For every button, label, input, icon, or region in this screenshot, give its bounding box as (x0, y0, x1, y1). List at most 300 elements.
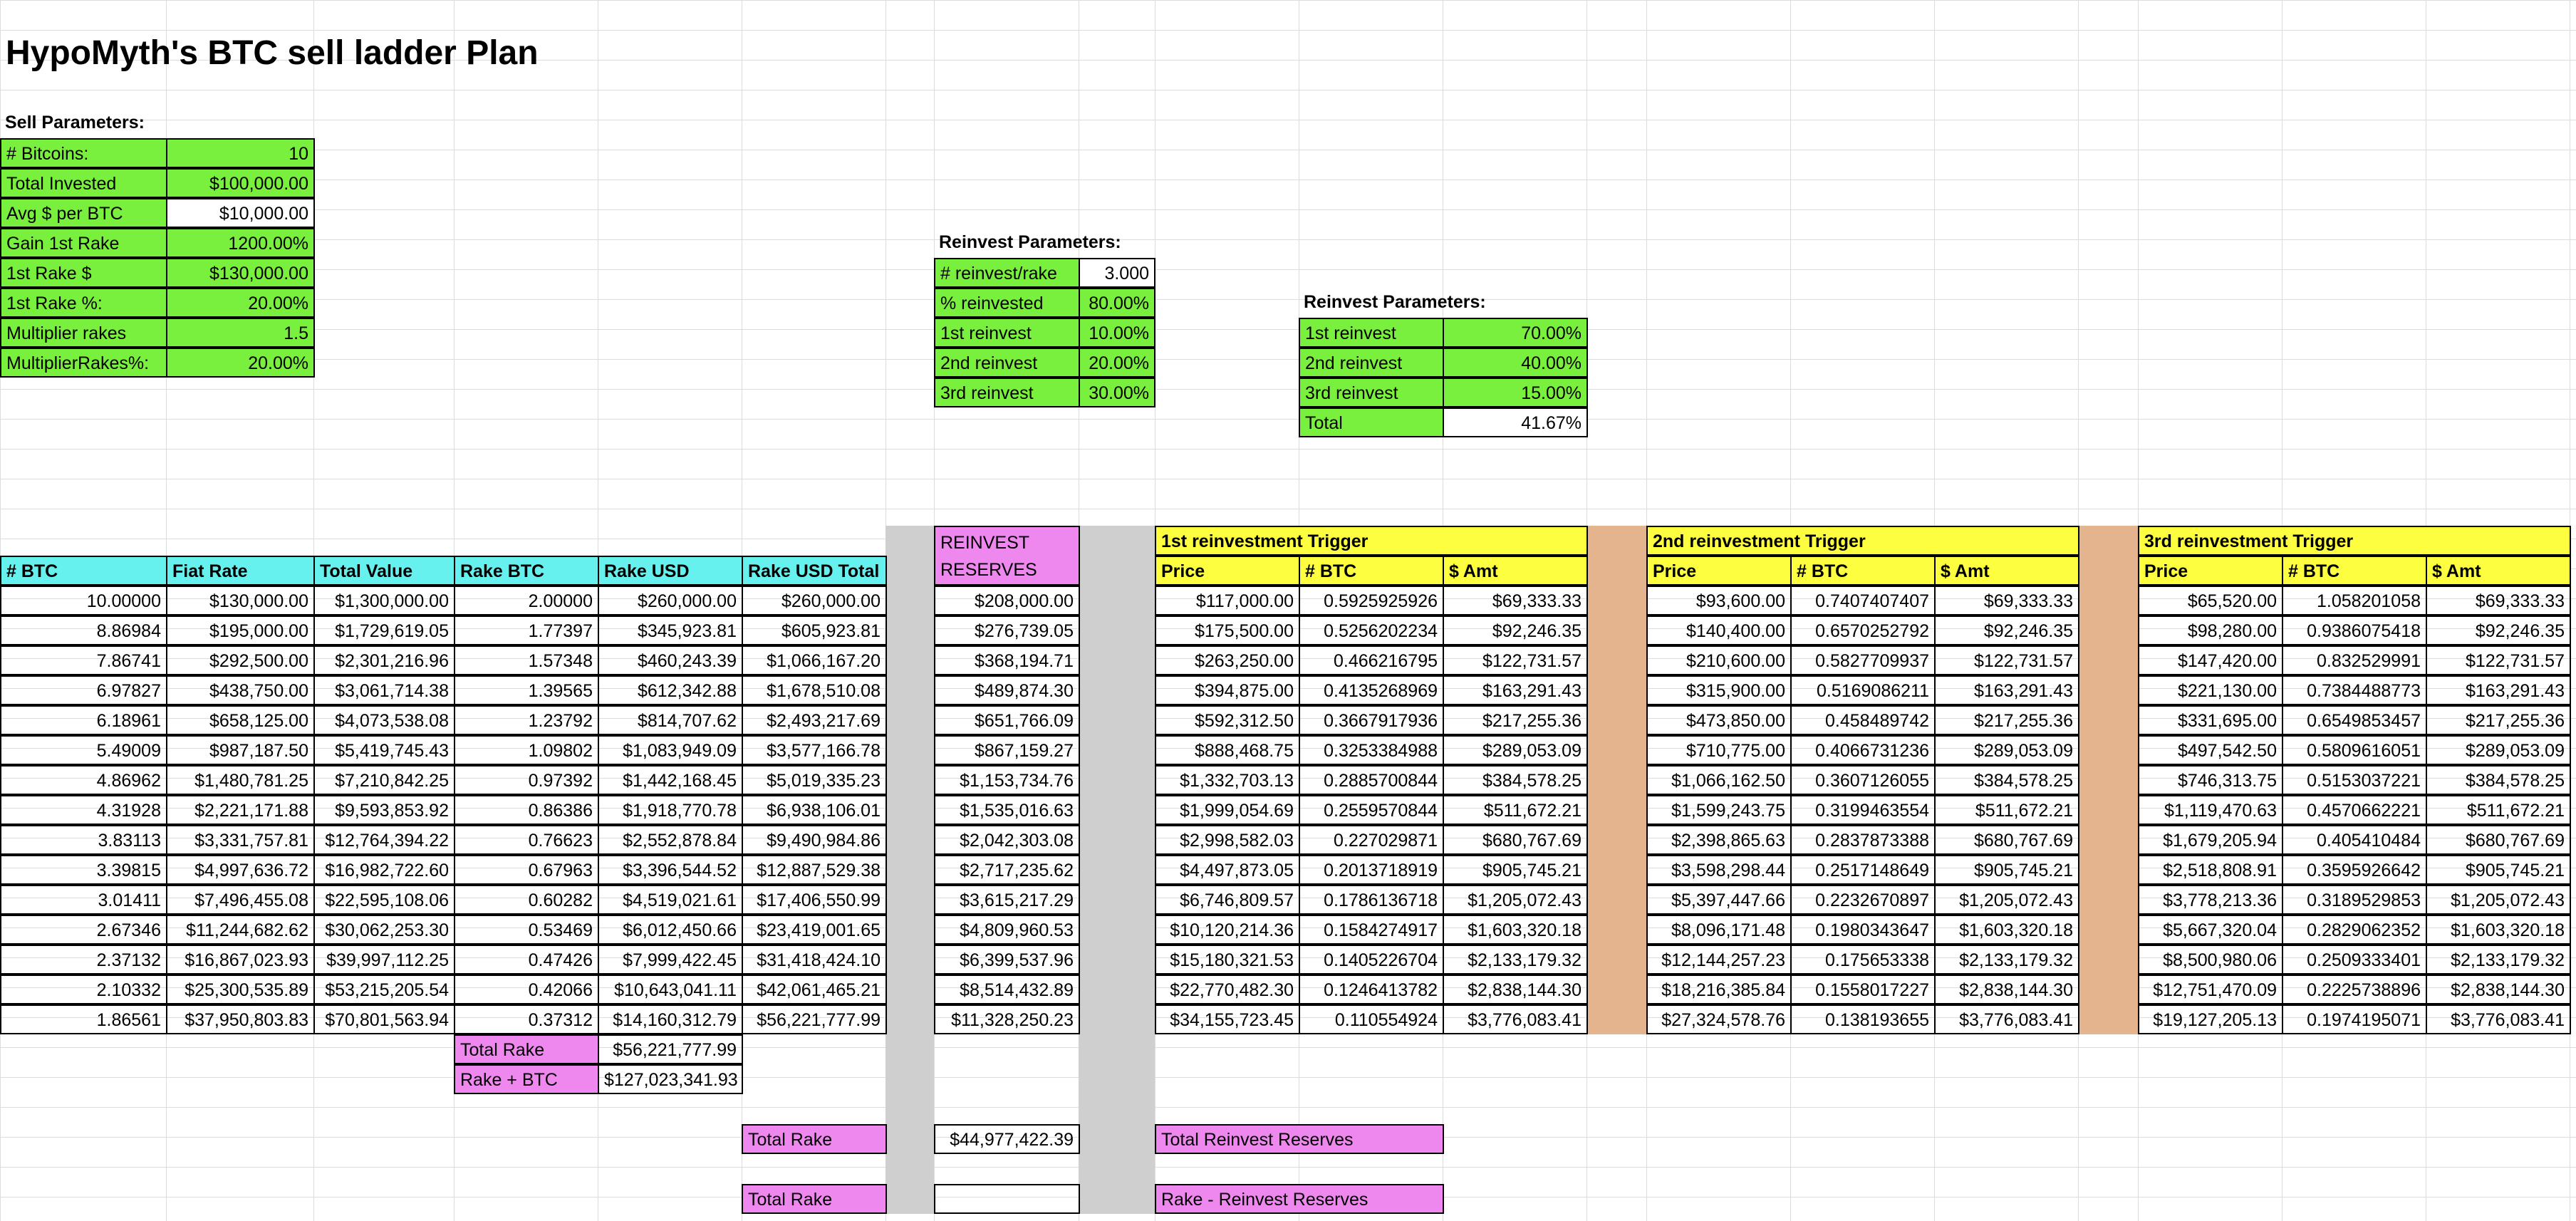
ladder-cell[interactable]: 4.86962 (0, 765, 167, 795)
trigger-first-cell[interactable]: $10,120,214.36 (1155, 915, 1300, 945)
trigger-first-cell[interactable]: 0.466216795 (1299, 645, 1444, 675)
trigger-first-cell[interactable]: 0.110554924 (1299, 1004, 1444, 1034)
trigger-third-cell[interactable]: 0.7384488773 (2282, 675, 2427, 705)
trigger-first-cell[interactable]: $4,497,873.05 (1155, 855, 1300, 885)
sell-param-label[interactable]: Avg $ per BTC (0, 198, 167, 228)
ladder-cell[interactable]: $11,244,682.62 (166, 915, 315, 945)
trigger-third-cell[interactable]: $1,119,470.63 (2138, 795, 2283, 825)
trigger-first-cell[interactable]: $163,291.43 (1443, 675, 1588, 705)
trigger-first-cell[interactable]: $117,000.00 (1155, 586, 1300, 615)
trigger-second-cell[interactable]: 0.1558017227 (1790, 975, 1936, 1004)
reinvest-weight-value[interactable]: 70.00% (1443, 318, 1588, 348)
trigger-first-cell[interactable]: $34,155,723.45 (1155, 1004, 1300, 1034)
trigger-second-header[interactable]: Price (1646, 556, 1792, 586)
trigger-second-cell[interactable]: 0.5169086211 (1790, 675, 1936, 705)
trigger-second-cell[interactable]: $27,324,578.76 (1646, 1004, 1792, 1034)
sell-param-value[interactable]: 10 (166, 138, 315, 168)
ladder-cell[interactable]: 0.53469 (454, 915, 599, 945)
ladder-cell[interactable]: $16,867,023.93 (166, 945, 315, 975)
trigger-second-cell[interactable]: 0.138193655 (1790, 1004, 1936, 1034)
sell-param-value[interactable]: 20.00% (166, 348, 315, 378)
trigger-first-cell[interactable]: $2,133,179.32 (1443, 945, 1588, 975)
trigger-second-cell[interactable]: $511,672.21 (1934, 795, 2079, 825)
ladder-cell[interactable]: 0.67963 (454, 855, 599, 885)
ladder-cell[interactable]: 2.67346 (0, 915, 167, 945)
ladder-cell[interactable]: $42,061,465.21 (742, 975, 887, 1004)
trigger-second-cell[interactable]: $905,745.21 (1934, 855, 2079, 885)
ladder-column-header[interactable]: Total Value (313, 556, 455, 586)
ladder-cell[interactable]: $6,938,106.01 (742, 795, 887, 825)
trigger-first-cell[interactable]: 0.2013718919 (1299, 855, 1444, 885)
ladder-cell[interactable]: $7,999,422.45 (598, 945, 743, 975)
total-rake-reserve-value[interactable]: $44,977,422.39 (934, 1124, 1080, 1154)
trigger-second-cell[interactable]: 0.3199463554 (1790, 795, 1936, 825)
ladder-cell[interactable]: $1,729,619.05 (313, 615, 455, 645)
trigger-third-cell[interactable]: $2,518,808.91 (2138, 855, 2283, 885)
trigger-third-cell[interactable]: $1,603,320.18 (2426, 915, 2571, 945)
trigger-first-cell[interactable]: 0.3667917936 (1299, 705, 1444, 735)
trigger-first-cell[interactable]: $888,468.75 (1155, 735, 1300, 765)
reinvest-param-value[interactable]: 30.00% (1079, 378, 1155, 407)
trigger-third-cell[interactable]: $5,667,320.04 (2138, 915, 2283, 945)
trigger-second-cell[interactable]: $140,400.00 (1646, 615, 1792, 645)
trigger-first-cell[interactable]: $122,731.57 (1443, 645, 1588, 675)
trigger-second-cell[interactable]: 0.3607126055 (1790, 765, 1936, 795)
trigger-first-cell[interactable]: 0.2885700844 (1299, 765, 1444, 795)
ladder-cell[interactable]: $195,000.00 (166, 615, 315, 645)
trigger-first-cell[interactable]: 0.1786136718 (1299, 885, 1444, 915)
ladder-cell[interactable]: 3.01411 (0, 885, 167, 915)
trigger-first-cell[interactable]: $511,672.21 (1443, 795, 1588, 825)
reinvest-reserve-cell[interactable]: $8,514,432.89 (934, 975, 1080, 1004)
trigger-first-cell[interactable]: 0.5256202234 (1299, 615, 1444, 645)
ladder-cell[interactable]: 3.39815 (0, 855, 167, 885)
trigger-third-cell[interactable]: 0.3595926642 (2282, 855, 2427, 885)
ladder-cell[interactable]: $658,125.00 (166, 705, 315, 735)
reinvest-reserve-cell[interactable]: $867,159.27 (934, 735, 1080, 765)
trigger-second-cell[interactable]: $1,599,243.75 (1646, 795, 1792, 825)
trigger-third-title[interactable]: 3rd reinvestment Trigger (2138, 526, 2571, 556)
trigger-second-cell[interactable]: $92,246.35 (1934, 615, 2079, 645)
ladder-column-header[interactable]: Fiat Rate (166, 556, 315, 586)
total-rake-label-2[interactable]: Total Rake (742, 1124, 887, 1154)
reinvest-param-value[interactable]: 80.00% (1079, 288, 1155, 318)
reinvest-param-label[interactable]: 1st reinvest (934, 318, 1081, 348)
total-rake-empty-value[interactable] (934, 1184, 1080, 1214)
trigger-second-cell[interactable]: $289,053.09 (1934, 735, 2079, 765)
trigger-second-cell[interactable]: $2,838,144.30 (1934, 975, 2079, 1004)
ladder-column-header[interactable]: # BTC (0, 556, 167, 586)
sell-param-value[interactable]: $10,000.00 (166, 198, 315, 228)
trigger-second-cell[interactable]: $122,731.57 (1934, 645, 2079, 675)
ladder-cell[interactable]: 1.09802 (454, 735, 599, 765)
ladder-cell[interactable]: $31,418,424.10 (742, 945, 887, 975)
trigger-first-cell[interactable]: $1,205,072.43 (1443, 885, 1588, 915)
reinvest-reserve-cell[interactable]: $1,535,016.63 (934, 795, 1080, 825)
ladder-cell[interactable]: 8.86984 (0, 615, 167, 645)
trigger-second-cell[interactable]: $210,600.00 (1646, 645, 1792, 675)
reinvest-weight-label[interactable]: 3rd reinvest (1299, 378, 1445, 407)
trigger-second-cell[interactable]: $710,775.00 (1646, 735, 1792, 765)
trigger-third-cell[interactable]: $2,838,144.30 (2426, 975, 2571, 1004)
ladder-cell[interactable]: $3,061,714.38 (313, 675, 455, 705)
ladder-cell[interactable]: $30,062,253.30 (313, 915, 455, 945)
ladder-cell[interactable]: $1,442,168.45 (598, 765, 743, 795)
trigger-third-cell[interactable]: $905,745.21 (2426, 855, 2571, 885)
ladder-cell[interactable]: $814,707.62 (598, 705, 743, 735)
ladder-cell[interactable]: $56,221,777.99 (742, 1004, 887, 1034)
ladder-cell[interactable]: 1.39565 (454, 675, 599, 705)
reinvest-weight-value[interactable]: 41.67% (1443, 407, 1588, 437)
trigger-first-cell[interactable]: $6,746,809.57 (1155, 885, 1300, 915)
trigger-first-cell[interactable]: $680,767.69 (1443, 825, 1588, 855)
ladder-cell[interactable]: $4,519,021.61 (598, 885, 743, 915)
reinvest-reserve-cell[interactable]: $276,739.05 (934, 615, 1080, 645)
ladder-cell[interactable]: 0.76623 (454, 825, 599, 855)
trigger-first-cell[interactable]: $1,332,703.13 (1155, 765, 1300, 795)
ladder-cell[interactable]: 6.18961 (0, 705, 167, 735)
trigger-third-cell[interactable]: 0.5809616051 (2282, 735, 2427, 765)
trigger-first-cell[interactable]: $22,770,482.30 (1155, 975, 1300, 1004)
trigger-second-cell[interactable]: $315,900.00 (1646, 675, 1792, 705)
trigger-third-cell[interactable]: $511,672.21 (2426, 795, 2571, 825)
ladder-column-header[interactable]: Rake USD Total (742, 556, 887, 586)
sell-param-value[interactable]: 20.00% (166, 288, 315, 318)
ladder-cell[interactable]: $292,500.00 (166, 645, 315, 675)
ladder-cell[interactable]: $3,396,544.52 (598, 855, 743, 885)
trigger-third-cell[interactable]: 0.3189529853 (2282, 885, 2427, 915)
sell-param-label[interactable]: Gain 1st Rake (0, 228, 167, 258)
total-rake-value[interactable]: $56,221,777.99 (598, 1034, 743, 1064)
rake-minus-reserves-label[interactable]: Rake - Reinvest Reserves (1155, 1184, 1444, 1214)
ladder-cell[interactable]: 2.00000 (454, 586, 599, 615)
ladder-cell[interactable]: $345,923.81 (598, 615, 743, 645)
sell-param-label[interactable]: 1st Rake %: (0, 288, 167, 318)
trigger-first-cell[interactable]: 0.1584274917 (1299, 915, 1444, 945)
reinvest-param-value[interactable]: 3.000 (1079, 258, 1155, 288)
ladder-cell[interactable]: $612,342.88 (598, 675, 743, 705)
rake-plus-btc-value[interactable]: $127,023,341.93 (598, 1064, 743, 1094)
ladder-cell[interactable]: $1,918,770.78 (598, 795, 743, 825)
ladder-cell[interactable]: $438,750.00 (166, 675, 315, 705)
trigger-third-cell[interactable]: 0.6549853457 (2282, 705, 2427, 735)
trigger-third-cell[interactable]: 0.832529991 (2282, 645, 2427, 675)
ladder-cell[interactable]: $70,801,563.94 (313, 1004, 455, 1034)
trigger-second-cell[interactable]: $3,776,083.41 (1934, 1004, 2079, 1034)
trigger-second-cell[interactable]: $473,850.00 (1646, 705, 1792, 735)
trigger-second-cell[interactable]: 0.2837873388 (1790, 825, 1936, 855)
total-rake-label[interactable]: Total Rake (454, 1034, 599, 1064)
trigger-first-cell[interactable]: $394,875.00 (1155, 675, 1300, 705)
trigger-first-cell[interactable]: 0.2559570844 (1299, 795, 1444, 825)
reinvest-weight-label[interactable]: Total (1299, 407, 1445, 437)
reinvest-parameters-2-header[interactable]: Reinvest Parameters: (1304, 292, 1486, 312)
trigger-first-cell[interactable]: $217,255.36 (1443, 705, 1588, 735)
ladder-cell[interactable]: $2,552,878.84 (598, 825, 743, 855)
trigger-first-cell[interactable]: $384,578.25 (1443, 765, 1588, 795)
sell-param-label[interactable]: 1st Rake $ (0, 258, 167, 288)
trigger-third-cell[interactable]: $1,205,072.43 (2426, 885, 2571, 915)
ladder-cell[interactable]: $2,301,216.96 (313, 645, 455, 675)
sell-param-value[interactable]: 1200.00% (166, 228, 315, 258)
trigger-first-cell[interactable]: $1,603,320.18 (1443, 915, 1588, 945)
ladder-cell[interactable]: $4,073,538.08 (313, 705, 455, 735)
trigger-first-cell[interactable]: $92,246.35 (1443, 615, 1588, 645)
trigger-third-cell[interactable]: $147,420.00 (2138, 645, 2283, 675)
ladder-cell[interactable]: 1.86561 (0, 1004, 167, 1034)
ladder-column-header[interactable]: Rake BTC (454, 556, 599, 586)
trigger-third-cell[interactable]: $217,255.36 (2426, 705, 2571, 735)
trigger-third-cell[interactable]: 0.9386075418 (2282, 615, 2427, 645)
ladder-cell[interactable]: $10,643,041.11 (598, 975, 743, 1004)
reinvest-param-label[interactable]: % reinvested (934, 288, 1081, 318)
trigger-second-cell[interactable]: 0.5827709937 (1790, 645, 1936, 675)
trigger-third-cell[interactable]: 0.1974195071 (2282, 1004, 2427, 1034)
trigger-first-header[interactable]: # BTC (1299, 556, 1444, 586)
ladder-cell[interactable]: $1,066,167.20 (742, 645, 887, 675)
ladder-cell[interactable]: $3,577,166.78 (742, 735, 887, 765)
trigger-second-cell[interactable]: $1,066,162.50 (1646, 765, 1792, 795)
trigger-third-cell[interactable]: $19,127,205.13 (2138, 1004, 2283, 1034)
ladder-cell[interactable]: $23,419,001.65 (742, 915, 887, 945)
ladder-cell[interactable]: 0.37312 (454, 1004, 599, 1034)
trigger-second-cell[interactable]: 0.7407407407 (1790, 586, 1936, 615)
reinvest-reserve-cell[interactable]: $368,194.71 (934, 645, 1080, 675)
sell-param-value[interactable]: $100,000.00 (166, 168, 315, 198)
ladder-cell[interactable]: $1,300,000.00 (313, 586, 455, 615)
ladder-cell[interactable]: 1.77397 (454, 615, 599, 645)
ladder-cell[interactable]: 2.10332 (0, 975, 167, 1004)
ladder-column-header[interactable]: Rake USD (598, 556, 743, 586)
trigger-second-cell[interactable]: 0.4066731236 (1790, 735, 1936, 765)
trigger-third-cell[interactable]: 1.058201058 (2282, 586, 2427, 615)
trigger-third-cell[interactable]: 0.405410484 (2282, 825, 2427, 855)
ladder-cell[interactable]: $7,210,842.25 (313, 765, 455, 795)
ladder-cell[interactable]: $605,923.81 (742, 615, 887, 645)
ladder-cell[interactable]: $6,012,450.66 (598, 915, 743, 945)
reinvest-weight-value[interactable]: 15.00% (1443, 378, 1588, 407)
ladder-cell[interactable]: $5,019,335.23 (742, 765, 887, 795)
trigger-third-cell[interactable]: $497,542.50 (2138, 735, 2283, 765)
ladder-cell[interactable]: 5.49009 (0, 735, 167, 765)
ladder-cell[interactable]: 1.23792 (454, 705, 599, 735)
reinvest-reserve-cell[interactable]: $489,874.30 (934, 675, 1080, 705)
trigger-third-cell[interactable]: $3,776,083.41 (2426, 1004, 2571, 1034)
trigger-second-cell[interactable]: $3,598,298.44 (1646, 855, 1792, 885)
trigger-first-cell[interactable]: $2,998,582.03 (1155, 825, 1300, 855)
trigger-first-cell[interactable]: $1,999,054.69 (1155, 795, 1300, 825)
trigger-first-cell[interactable]: 0.1405226704 (1299, 945, 1444, 975)
sell-param-label[interactable]: MultiplierRakes%: (0, 348, 167, 378)
ladder-cell[interactable]: $16,982,722.60 (313, 855, 455, 885)
trigger-third-cell[interactable]: 0.2509333401 (2282, 945, 2427, 975)
ladder-cell[interactable]: $1,678,510.08 (742, 675, 887, 705)
reinvest-reserve-cell[interactable]: $3,615,217.29 (934, 885, 1080, 915)
trigger-second-cell[interactable]: $1,603,320.18 (1934, 915, 2079, 945)
trigger-first-cell[interactable]: 0.1246413782 (1299, 975, 1444, 1004)
trigger-second-cell[interactable]: $93,600.00 (1646, 586, 1792, 615)
trigger-second-cell[interactable]: $18,216,385.84 (1646, 975, 1792, 1004)
ladder-cell[interactable]: $12,887,529.38 (742, 855, 887, 885)
trigger-third-cell[interactable]: 0.2829062352 (2282, 915, 2427, 945)
ladder-cell[interactable]: $14,160,312.79 (598, 1004, 743, 1034)
reinvest-weight-value[interactable]: 40.00% (1443, 348, 1588, 378)
ladder-cell[interactable]: $460,243.39 (598, 645, 743, 675)
ladder-cell[interactable]: $5,419,745.43 (313, 735, 455, 765)
total-reinvest-reserves-label[interactable]: Total Reinvest Reserves (1155, 1124, 1444, 1154)
ladder-cell[interactable]: 6.97827 (0, 675, 167, 705)
trigger-second-cell[interactable]: 0.2517148649 (1790, 855, 1936, 885)
ladder-cell[interactable]: 7.86741 (0, 645, 167, 675)
trigger-third-cell[interactable]: $98,280.00 (2138, 615, 2283, 645)
trigger-third-cell[interactable]: 0.5153037221 (2282, 765, 2427, 795)
trigger-third-cell[interactable]: $680,767.69 (2426, 825, 2571, 855)
trigger-second-cell[interactable]: $1,205,072.43 (1934, 885, 2079, 915)
ladder-cell[interactable]: $25,300,535.89 (166, 975, 315, 1004)
trigger-first-cell[interactable]: 0.5925925926 (1299, 586, 1444, 615)
trigger-second-cell[interactable]: $680,767.69 (1934, 825, 2079, 855)
ladder-cell[interactable]: $130,000.00 (166, 586, 315, 615)
trigger-third-cell[interactable]: $221,130.00 (2138, 675, 2283, 705)
sell-param-label[interactable]: # Bitcoins: (0, 138, 167, 168)
ladder-cell[interactable]: 1.57348 (454, 645, 599, 675)
trigger-third-header[interactable]: Price (2138, 556, 2283, 586)
trigger-first-header[interactable]: $ Amt (1443, 556, 1588, 586)
ladder-cell[interactable]: $987,187.50 (166, 735, 315, 765)
rake-plus-btc-label[interactable]: Rake + BTC (454, 1064, 599, 1094)
ladder-cell[interactable]: $53,215,205.54 (313, 975, 455, 1004)
trigger-second-title[interactable]: 2nd reinvestment Trigger (1646, 526, 2079, 556)
ladder-cell[interactable]: 0.60282 (454, 885, 599, 915)
trigger-first-cell[interactable]: $905,745.21 (1443, 855, 1588, 885)
ladder-cell[interactable]: 3.83113 (0, 825, 167, 855)
reinvest-weight-label[interactable]: 2nd reinvest (1299, 348, 1445, 378)
trigger-third-cell[interactable]: $92,246.35 (2426, 615, 2571, 645)
trigger-second-cell[interactable]: $69,333.33 (1934, 586, 2079, 615)
trigger-second-cell[interactable]: $12,144,257.23 (1646, 945, 1792, 975)
ladder-cell[interactable]: 0.42066 (454, 975, 599, 1004)
ladder-cell[interactable]: $260,000.00 (598, 586, 743, 615)
trigger-first-cell[interactable]: 0.4135268969 (1299, 675, 1444, 705)
trigger-second-cell[interactable]: $2,133,179.32 (1934, 945, 2079, 975)
trigger-third-cell[interactable]: $1,679,205.94 (2138, 825, 2283, 855)
ladder-cell[interactable]: $260,000.00 (742, 586, 887, 615)
sell-param-value[interactable]: 1.5 (166, 318, 315, 348)
ladder-cell[interactable]: 4.31928 (0, 795, 167, 825)
ladder-cell[interactable]: 10.00000 (0, 586, 167, 615)
trigger-second-cell[interactable]: $217,255.36 (1934, 705, 2079, 735)
sell-parameters-header[interactable]: Sell Parameters: (5, 113, 145, 133)
reinvest-reserve-cell[interactable]: $4,809,960.53 (934, 915, 1080, 945)
ladder-cell[interactable]: $4,997,636.72 (166, 855, 315, 885)
trigger-second-cell[interactable]: $384,578.25 (1934, 765, 2079, 795)
trigger-third-cell[interactable]: $2,133,179.32 (2426, 945, 2571, 975)
trigger-third-cell[interactable]: $8,500,980.06 (2138, 945, 2283, 975)
ladder-cell[interactable]: $9,490,984.86 (742, 825, 887, 855)
trigger-second-cell[interactable]: $5,397,447.66 (1646, 885, 1792, 915)
trigger-first-cell[interactable]: $15,180,321.53 (1155, 945, 1300, 975)
ladder-cell[interactable]: $1,083,949.09 (598, 735, 743, 765)
trigger-third-cell[interactable]: 0.4570662221 (2282, 795, 2427, 825)
reinvest-param-label[interactable]: # reinvest/rake (934, 258, 1081, 288)
ladder-cell[interactable]: $7,496,455.08 (166, 885, 315, 915)
trigger-first-cell[interactable]: $289,053.09 (1443, 735, 1588, 765)
total-rake-label-3[interactable]: Total Rake (742, 1184, 887, 1214)
trigger-second-cell[interactable]: $163,291.43 (1934, 675, 2079, 705)
ladder-cell[interactable]: $37,950,803.83 (166, 1004, 315, 1034)
trigger-third-cell[interactable]: $3,778,213.36 (2138, 885, 2283, 915)
trigger-second-cell[interactable]: 0.1980343647 (1790, 915, 1936, 945)
trigger-third-cell[interactable]: $163,291.43 (2426, 675, 2571, 705)
trigger-third-header[interactable]: $ Amt (2426, 556, 2571, 586)
ladder-cell[interactable]: $1,480,781.25 (166, 765, 315, 795)
trigger-first-cell[interactable]: $263,250.00 (1155, 645, 1300, 675)
ladder-cell[interactable]: 0.47426 (454, 945, 599, 975)
reinvest-param-value[interactable]: 10.00% (1079, 318, 1155, 348)
ladder-cell[interactable]: 0.86386 (454, 795, 599, 825)
trigger-third-cell[interactable]: $12,751,470.09 (2138, 975, 2283, 1004)
trigger-third-cell[interactable]: $384,578.25 (2426, 765, 2571, 795)
ladder-cell[interactable]: $22,595,108.06 (313, 885, 455, 915)
trigger-second-cell[interactable]: $2,398,865.63 (1646, 825, 1792, 855)
trigger-third-cell[interactable]: $331,695.00 (2138, 705, 2283, 735)
trigger-first-cell[interactable]: $3,776,083.41 (1443, 1004, 1588, 1034)
ladder-cell[interactable]: $12,764,394.22 (313, 825, 455, 855)
reinvest-param-value[interactable]: 20.00% (1079, 348, 1155, 378)
reinvest-param-label[interactable]: 3rd reinvest (934, 378, 1081, 407)
trigger-first-cell[interactable]: $2,838,144.30 (1443, 975, 1588, 1004)
trigger-first-title[interactable]: 1st reinvestment Trigger (1155, 526, 1588, 556)
ladder-cell[interactable]: $3,331,757.81 (166, 825, 315, 855)
trigger-third-cell[interactable]: $65,520.00 (2138, 586, 2283, 615)
ladder-cell[interactable]: $2,221,171.88 (166, 795, 315, 825)
trigger-third-cell[interactable]: $69,333.33 (2426, 586, 2571, 615)
trigger-second-header[interactable]: # BTC (1790, 556, 1936, 586)
trigger-first-cell[interactable]: 0.227029871 (1299, 825, 1444, 855)
trigger-first-cell[interactable]: 0.3253384988 (1299, 735, 1444, 765)
trigger-third-cell[interactable]: $746,313.75 (2138, 765, 2283, 795)
sell-param-value[interactable]: $130,000.00 (166, 258, 315, 288)
reinvest-parameters-header[interactable]: Reinvest Parameters: (939, 232, 1121, 252)
trigger-second-cell[interactable]: 0.6570252792 (1790, 615, 1936, 645)
reinvest-reserves-header[interactable] (934, 526, 1080, 586)
trigger-second-header[interactable]: $ Amt (1934, 556, 2079, 586)
trigger-second-cell[interactable]: $8,096,171.48 (1646, 915, 1792, 945)
ladder-cell[interactable]: $9,593,853.92 (313, 795, 455, 825)
trigger-first-header[interactable]: Price (1155, 556, 1300, 586)
reinvest-reserve-cell[interactable]: $11,328,250.23 (934, 1004, 1080, 1034)
reinvest-reserve-cell[interactable]: $2,717,235.62 (934, 855, 1080, 885)
trigger-first-cell[interactable]: $592,312.50 (1155, 705, 1300, 735)
reinvest-reserve-cell[interactable]: $1,153,734.76 (934, 765, 1080, 795)
trigger-second-cell[interactable]: 0.458489742 (1790, 705, 1936, 735)
ladder-cell[interactable]: 2.37132 (0, 945, 167, 975)
trigger-second-cell[interactable]: 0.175653338 (1790, 945, 1936, 975)
trigger-second-cell[interactable]: 0.2232670897 (1790, 885, 1936, 915)
reinvest-reserve-cell[interactable]: $208,000.00 (934, 586, 1080, 615)
sell-param-label[interactable]: Total Invested (0, 168, 167, 198)
trigger-first-cell[interactable]: $69,333.33 (1443, 586, 1588, 615)
trigger-third-cell[interactable]: 0.2225738896 (2282, 975, 2427, 1004)
reinvest-reserve-cell[interactable]: $2,042,303.08 (934, 825, 1080, 855)
trigger-first-cell[interactable]: $175,500.00 (1155, 615, 1300, 645)
ladder-cell[interactable]: $17,406,550.99 (742, 885, 887, 915)
reinvest-reserve-cell[interactable]: $6,399,537.96 (934, 945, 1080, 975)
ladder-cell[interactable]: $39,997,112.25 (313, 945, 455, 975)
ladder-cell[interactable]: 0.97392 (454, 765, 599, 795)
ladder-cell[interactable]: $2,493,217.69 (742, 705, 887, 735)
reinvest-param-label[interactable]: 2nd reinvest (934, 348, 1081, 378)
